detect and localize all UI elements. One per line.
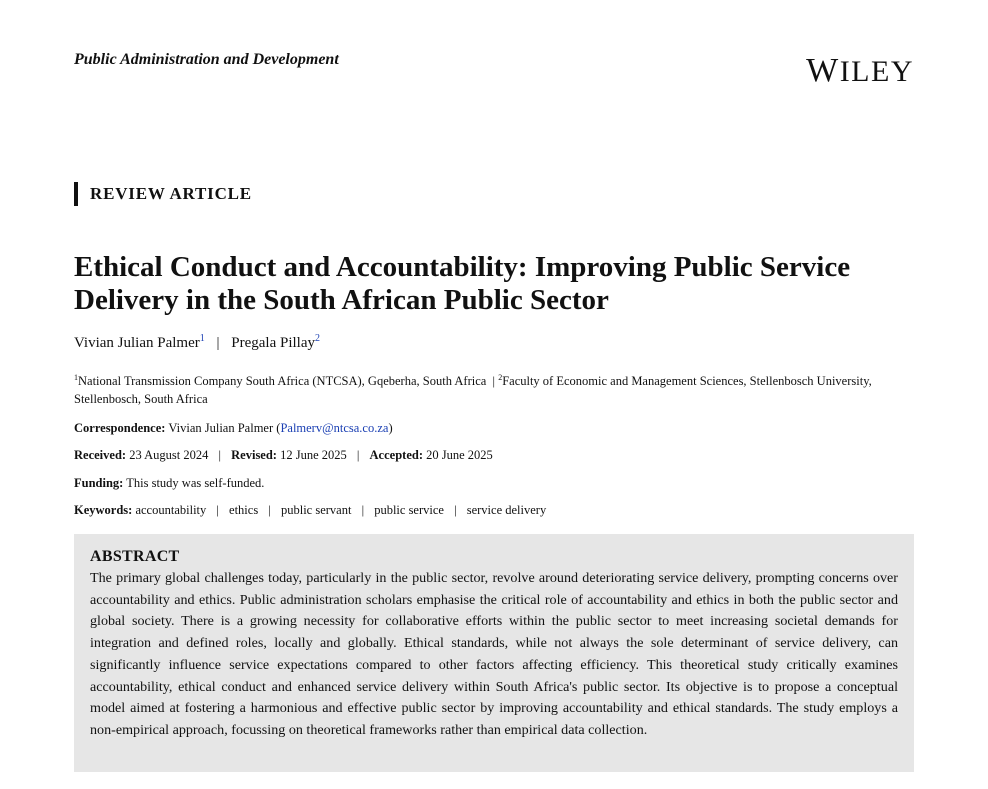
author-separator: |: [216, 335, 220, 351]
author-name[interactable]: Vivian Julian Palmer: [74, 335, 200, 351]
author-affil-ref[interactable]: 2: [315, 333, 320, 344]
keyword[interactable]: service delivery: [466, 503, 547, 517]
wiley-logo: WILEY: [806, 52, 914, 89]
author-list: [74, 333, 320, 352]
funding-line: [74, 475, 264, 491]
correspondence-name: Vivian Julian Palmer: [168, 421, 274, 435]
keyword-separator: |: [216, 503, 219, 517]
author-name[interactable]: Pregala Pillay: [231, 335, 315, 351]
keyword-separator: |: [454, 503, 457, 517]
revised-date: 12 June 2025: [280, 448, 347, 462]
abstract-box: [74, 534, 914, 772]
dates-line: [74, 447, 493, 463]
correspondence-line: Correspondence: Vivian Julian Palmer (Palmerv@ntcsa.co.za): [74, 421, 393, 435]
keywords-label: Keywords:: [74, 503, 133, 517]
correspondence-label: Correspondence:: [74, 421, 166, 435]
author-affil-ref[interactable]: 1: [199, 333, 205, 344]
keyword[interactable]: accountability: [135, 503, 207, 517]
affil-text: National Transmission Company South Africa (NTCSA), Gqeberha, South Africa: [78, 374, 487, 389]
correspondence-email-link[interactable]: Palmerv@ntcsa.co.za: [280, 421, 389, 435]
abstract-text: The primary global challenges today, particularly in the public sector, revolve around deteriorating service delivery, prompting concerns over accountability and ethics. Public administration scholars emphasise the critical role of accountability and ethics in both the public sector and global society. There is a growing necessity for collaborative efforts within the public sector to meet increasing societal demands for integration and defined roles, locally and globally. Ethical standards, while not always the sole determinant of service delivery, can significantly influence service expectations compared to other factors affecting efficiency. This theoretical study critically examines accountability, ethical conduct and enhanced service delivery within South Africa's public sector. Its objective is to propose a conceptual model aimed at fostering a harmonious and effective public sector by improving accountability and ethical standards. The study employs a non-empirical approach, focussing on theoretical frameworks rather than empirical data collection.: [90, 570, 898, 738]
article-title: Ethical Conduct and Accountability: Improving Public Service Delivery in the South African Public Sector: [74, 251, 851, 316]
affil-text: Faculty of Economic and Management Sciences, Stellenbosch University, Stellenbosch, South Africa: [74, 374, 872, 407]
affil-num: 1: [74, 373, 78, 382]
keyword-separator: |: [268, 503, 271, 517]
article-type-label: REVIEW ARTICLE: [74, 182, 252, 206]
affil-num: 2: [498, 373, 503, 382]
keywords-line: [74, 502, 546, 518]
affil-separator: |: [489, 374, 499, 389]
accepted-date: 20 June 2025: [426, 448, 493, 462]
funding-text: This study was self-funded.: [126, 476, 265, 490]
affiliations: [74, 369, 874, 408]
journal-name: Public Administration and Development: [74, 51, 339, 68]
keyword[interactable]: public servant: [280, 503, 352, 517]
keyword[interactable]: ethics: [229, 503, 259, 517]
keyword[interactable]: public service: [374, 503, 444, 517]
keyword-separator: |: [361, 503, 365, 517]
revised-label: Revised:: [231, 448, 277, 462]
received-label: Received:: [74, 448, 127, 462]
accepted-label: Accepted:: [369, 448, 423, 462]
date-separator: |: [356, 448, 360, 462]
date-separator: |: [218, 448, 222, 462]
abstract-heading: ABSTRACT: [90, 548, 180, 565]
funding-label: Funding:: [74, 476, 124, 490]
received-date: 23 August 2024: [129, 448, 209, 462]
